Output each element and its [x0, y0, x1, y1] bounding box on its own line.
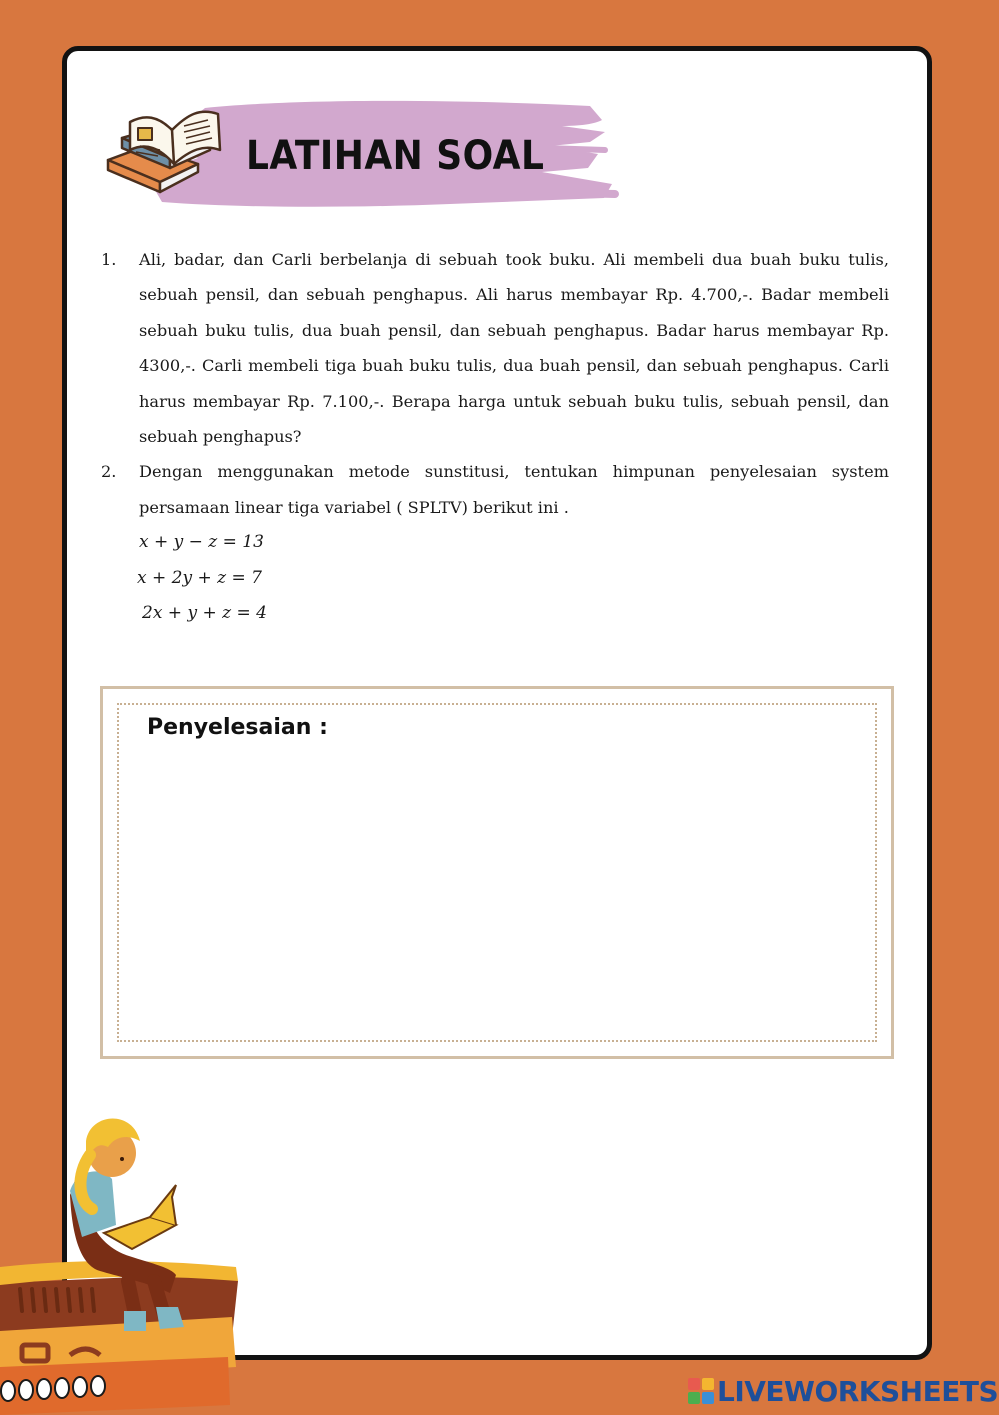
equation-2: x + 2y + z = 7 [137, 567, 262, 588]
girl-reading-on-books-icon [0, 1105, 250, 1415]
question-number: 1. [101, 250, 117, 269]
question-2 [101, 454, 889, 525]
page-title: LATIHAN SOAL [246, 133, 545, 179]
equation-3: 2x + y + z = 4 [142, 603, 267, 624]
question-1 [101, 242, 889, 454]
question-text: Dengan menggunakan metode sunstitusi, tentukan himpunan penyelesaian system persamaan linear tiga variabel ( SPLTV) berikut ini . [139, 462, 889, 517]
equation-1: x + y − z = 13 [139, 532, 264, 553]
answer-label: Penyelesaian : [147, 715, 328, 740]
question-list [101, 242, 889, 631]
answer-box[interactable] [100, 686, 894, 1059]
brand-logo [688, 1374, 998, 1408]
liveworksheets-logo-icon [688, 1378, 714, 1404]
open-book-stack-icon [100, 100, 225, 195]
answer-box-inner-border [117, 703, 877, 1042]
question-number: 2. [101, 462, 117, 482]
brand-text: LIVEWORKSHEETS [717, 1374, 999, 1408]
question-text: Ali, badar, dan Carli berbelanja di sebuah took buku. Ali membeli dua buah buku tulis, sebuah pensil, dan sebuah penghapus. Ali harus membayar Rp. 4.700,-. Badar membeli sebuah buku tulis, dua buah pensil, dan sebuah penghapus. Badar harus membayar Rp. 4300,-. Carli membeli tiga buah buku tulis, dua buah pensil, dan sebuah penghapus. Carli harus membayar Rp. 7.100,-. Berapa harga untuk sebuah buku tulis, sebuah pensil, dan sebuah penghapus? [139, 250, 889, 447]
